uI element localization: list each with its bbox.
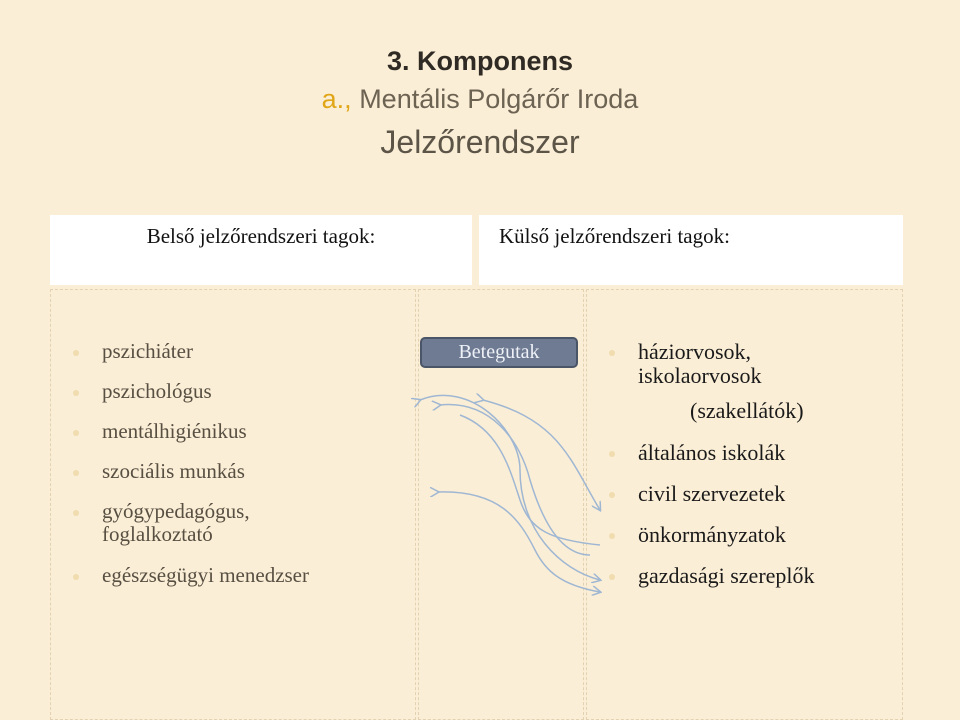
list-item: szociális munkás: [72, 460, 309, 483]
bullet-icon: [73, 430, 79, 436]
list-item: gyógypedagógus, foglalkoztató: [72, 500, 309, 546]
bullet-icon: [73, 470, 79, 476]
internal-members-list: [72, 340, 309, 604]
list-item: háziorvosok, iskolaorvosok: [608, 340, 815, 388]
list-item-sub: (szakellátók): [690, 398, 804, 424]
list-item: pszichológus: [72, 380, 309, 403]
bullet-icon: [73, 390, 79, 396]
subtitle-text: Mentális Polgárőr Iroda: [351, 84, 639, 114]
arrow-3: [483, 400, 600, 510]
list-item-continuation: foglalkoztató: [102, 522, 213, 547]
header-external-members: Külső jelzőrendszeri tagok:: [479, 215, 903, 285]
header-internal-members: Belső jelzőrendszeri tagok:: [50, 215, 472, 285]
list-item: egészségügyi menedzser: [72, 564, 309, 587]
subtitle-prefix: a.,: [321, 84, 352, 114]
bullet-icon: [609, 350, 615, 356]
list-item: önkormányzatok: [608, 523, 815, 547]
bullet-icon: [609, 451, 615, 457]
list-item: gazdasági szereplők: [608, 564, 815, 588]
bullet-icon: [73, 574, 79, 580]
bullet-icon: [73, 350, 79, 356]
external-members-list: [608, 340, 815, 605]
list-item-continuation: iskolaorvosok: [638, 363, 762, 389]
bullet-icon: [609, 574, 615, 580]
bullet-icon: [609, 492, 615, 498]
title-line-1: 3. Komponens: [386, 46, 574, 76]
arrow-2: [440, 405, 590, 555]
bullet-icon: [73, 510, 79, 516]
slide-heading: Jelzőrendszer: [380, 124, 580, 160]
list-item: civil szervezetek: [608, 482, 815, 506]
list-item: mentálhigiénikus: [72, 420, 309, 443]
bullet-icon: [609, 533, 615, 539]
list-item: általános iskolák: [608, 441, 815, 465]
arrow-1: [420, 395, 600, 580]
patient-pathways-box: Betegutak: [420, 337, 578, 368]
list-item: pszichiáter: [72, 340, 309, 363]
